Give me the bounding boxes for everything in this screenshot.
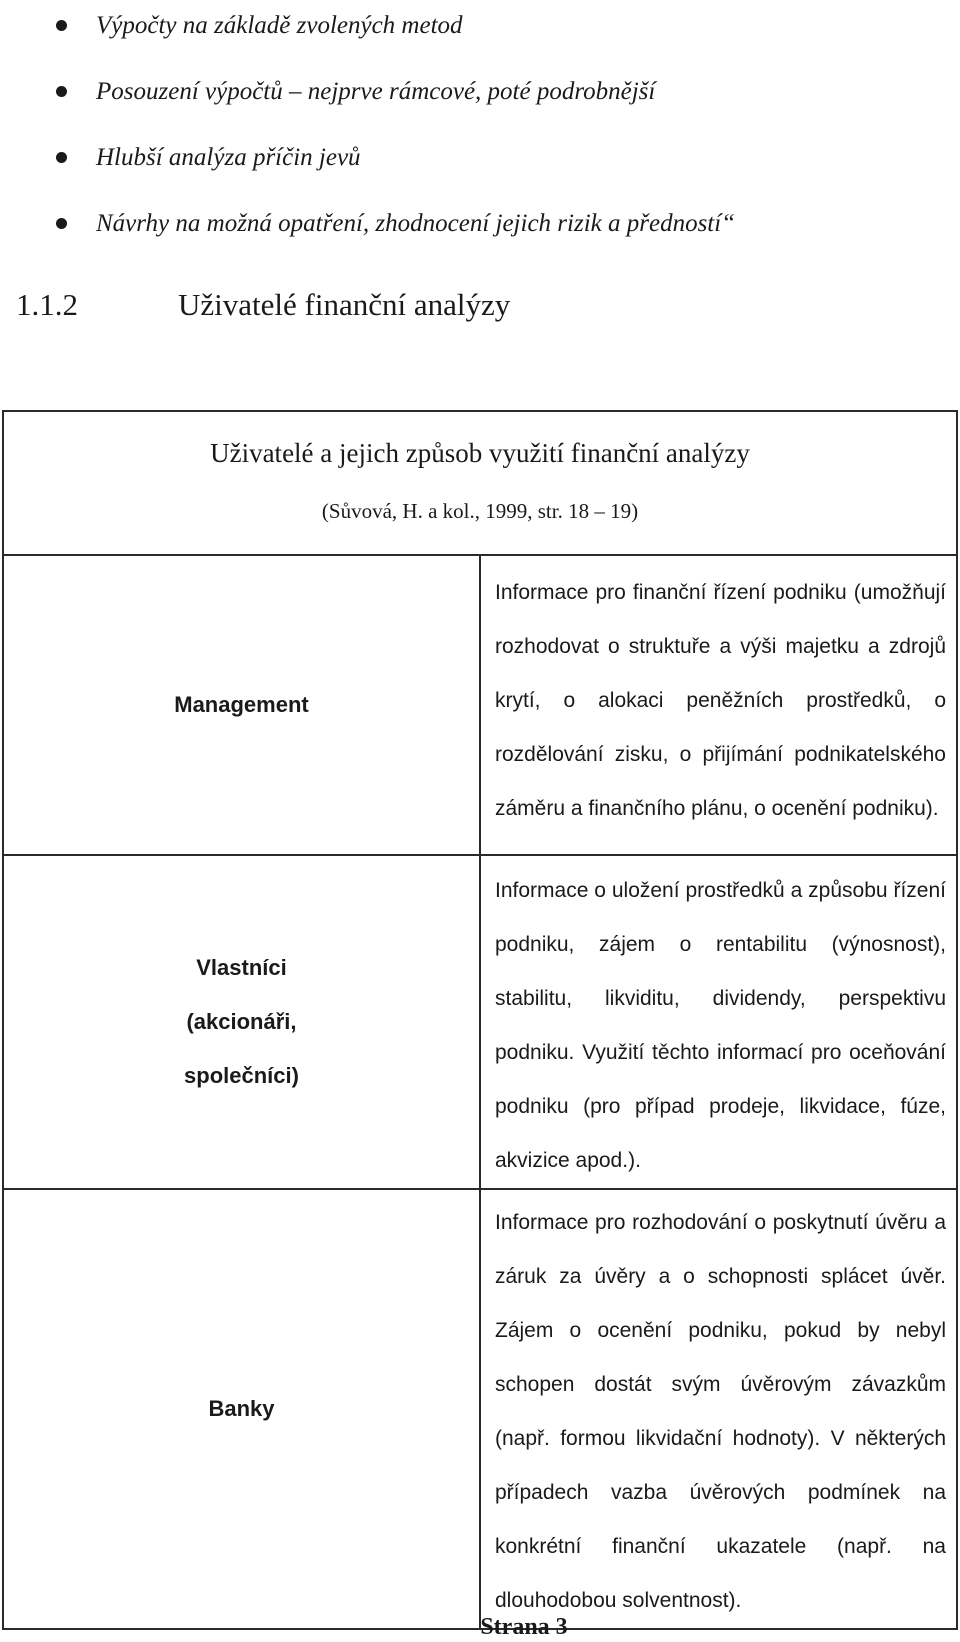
- section-number: 1.1.2: [16, 287, 78, 322]
- list-item-text: Hlubší analýza příčin jevů: [96, 144, 361, 171]
- role-label-line: společníci): [184, 1063, 299, 1088]
- table-source: (Sůvová, H. a kol., 1999, str. 18 – 19): [321, 499, 639, 523]
- list-item: [0, 144, 900, 184]
- bullet-icon: [56, 218, 67, 229]
- role-label: Management: [174, 692, 309, 717]
- description-cell: Informace o uložení prostředků a způsobu řízení podniku, zájem o rentabilitu (výnosnost), stabilitu, likviditu, dividendy, perspektivu podniku. Využití těchto informací pro oceňování podniku (pro případ prodeje, likvidace, fúze, akvizice apod.).: [480, 855, 957, 1189]
- list-item: [0, 210, 900, 250]
- role-cell: [3, 555, 480, 855]
- table-title-row: [3, 411, 957, 555]
- role-label-line: Vlastníci: [196, 955, 287, 980]
- list-item-text: Návrhy na možná opatření, zhodnocení jejich rizik a předností“: [96, 210, 736, 237]
- page-number: Strana 3: [480, 1614, 568, 1640]
- role-label: Banky: [208, 1396, 275, 1421]
- users-table: [2, 410, 958, 1630]
- section-title: Uživatelé finanční analýzy: [178, 287, 511, 322]
- table-title-cell: [3, 411, 957, 555]
- list-item-text: Posouzení výpočtů – nejprve rámcové, poté podrobnější: [96, 78, 656, 105]
- description-cell: Informace pro finanční řízení podniku (umožňují rozhodovat o struktuře a výši majetku a zdrojů krytí, o alokaci peněžních prostředků, o rozdělování zisku, o přijímání podnikatelského záměru a finančního plánu, o ocenění podniku).: [480, 555, 957, 855]
- table-row: [3, 1189, 957, 1629]
- bullet-icon: [56, 152, 67, 163]
- role-cell: [3, 1189, 480, 1629]
- list-item: [0, 78, 900, 118]
- bullet-icon: [56, 20, 67, 31]
- table-title: Uživatelé a jejich způsob využití finanční analýzy: [210, 438, 750, 468]
- list-item: [0, 12, 900, 52]
- role-label-line: (akcionáři,: [186, 1009, 297, 1034]
- description-cell: Informace pro rozhodování o poskytnutí úvěru a záruk za úvěry a o schopnosti splácet úvěr. Zájem o ocenění podniku, pokud by nebyl schopen dostát svým úvěrovým závazkům (např. formou likvidační hodnoty). V některých případech vazba úvěrových podmínek na konkrétní finanční ukazatele (např. na dlouhodobou solventnost).: [480, 1189, 957, 1629]
- role-cell: [3, 855, 480, 1189]
- list-item-text: Výpočty na základě zvolených metod: [96, 12, 463, 39]
- bullet-icon: [56, 86, 67, 97]
- table-row: [3, 555, 957, 855]
- table-row: [3, 855, 957, 1189]
